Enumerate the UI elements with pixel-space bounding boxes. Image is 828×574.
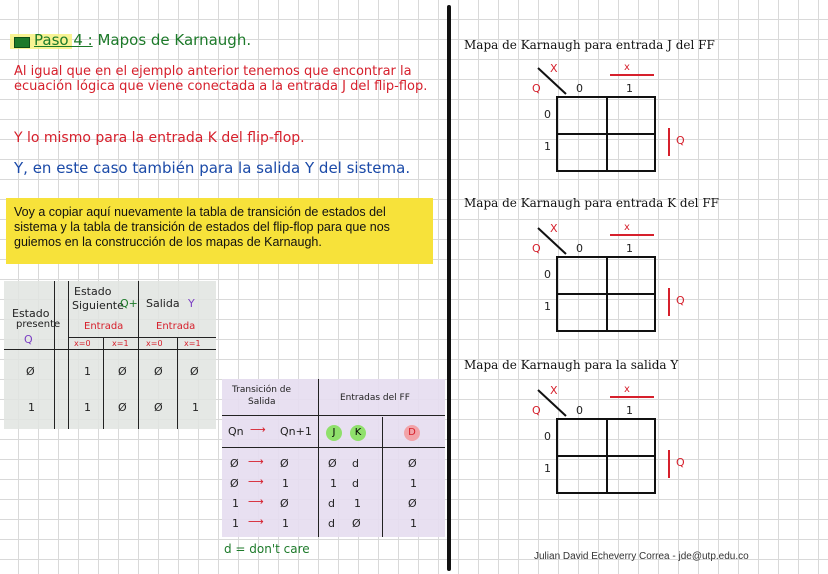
row1-j: 1 xyxy=(330,477,337,490)
table-divider xyxy=(177,337,178,429)
kmap-col0: 0 xyxy=(576,242,583,255)
row0-qn1: Ø xyxy=(280,457,289,470)
row1-y0: Ø xyxy=(154,401,163,414)
row1-n0: 1 xyxy=(84,401,91,414)
row1-qn: Ø xyxy=(230,477,239,490)
arrow-icon: ⟶ xyxy=(248,475,264,488)
table-divider xyxy=(318,379,319,537)
kmap-grid xyxy=(556,418,656,494)
kmap-col0: 0 xyxy=(576,82,583,95)
badge-k: K xyxy=(350,425,366,441)
kmap-row0: 0 xyxy=(544,268,551,281)
header-next-q: Q+ xyxy=(120,297,138,310)
kmap-col1: 1 xyxy=(626,82,633,95)
paragraph-j: Al igual que en el ejemplo anterior tenemos que encontrar la ecuación lógica que viene conectada a la entrada J del flip-flop. xyxy=(14,64,428,94)
header-next-entrada: Entrada xyxy=(84,321,124,332)
kmap-j xyxy=(532,60,692,170)
kmap-q-label: Q xyxy=(532,404,541,417)
kmap-x-label: X xyxy=(550,384,558,397)
kmap-title-y: Mapa de Karnaugh para la salida Y xyxy=(464,358,679,372)
bookmark-icon xyxy=(14,37,30,48)
table-divider xyxy=(222,415,445,416)
kmap-qbar-label: Q xyxy=(676,456,685,469)
table-divider xyxy=(382,417,383,537)
header-qn: Qn xyxy=(228,425,244,438)
row2-qn1: Ø xyxy=(280,497,289,510)
step-label: Paso 4 : xyxy=(34,31,93,49)
table-divider xyxy=(103,337,104,429)
header-present-2: presente xyxy=(16,319,61,330)
arrow-icon: ⟶ xyxy=(248,455,264,468)
row0-y0: Ø xyxy=(154,365,163,378)
kmap-xbar-line xyxy=(610,74,654,76)
row1-q: 1 xyxy=(28,401,35,414)
row2-k: 1 xyxy=(354,497,361,510)
row2-d: Ø xyxy=(408,497,417,510)
footer-credit: Julian David Echeverry Correa - jde@utp.edu.co xyxy=(534,551,749,562)
row0-y1: Ø xyxy=(190,365,199,378)
table-divider xyxy=(4,349,216,350)
table-divider xyxy=(68,337,216,338)
row1-y1: 1 xyxy=(192,401,199,414)
state-transition-table xyxy=(4,281,216,429)
row3-j: d xyxy=(328,517,335,530)
paragraph-y: Y, en este caso también para la salida Y del sistema. xyxy=(14,159,411,177)
header-qn1: Qn+1 xyxy=(280,425,312,438)
kmap-grid xyxy=(556,256,656,332)
arrow-icon: ⟶ xyxy=(248,495,264,508)
kmap-title-k: Mapa de Karnaugh para entrada K del FF xyxy=(464,196,719,210)
row0-q: Ø xyxy=(26,365,35,378)
row0-j: Ø xyxy=(328,457,337,470)
kmap-row1: 1 xyxy=(544,140,551,153)
kmap-xbar-label: x xyxy=(624,62,630,73)
header-transition: Transición de xyxy=(232,385,292,395)
kmap-qbar-label: Q xyxy=(676,294,685,307)
kmap-row1: 1 xyxy=(544,462,551,475)
header-ff-inputs: Entradas del FF xyxy=(340,393,410,403)
header-next: Estado xyxy=(74,285,112,298)
row1-k: d xyxy=(352,477,359,490)
header-present: Estado xyxy=(12,307,50,320)
header-output-x1: x=1 xyxy=(184,339,201,348)
header-next-x0: x=0 xyxy=(74,339,91,348)
kmap-qbar-label: Q xyxy=(676,134,685,147)
kmap-row1: 1 xyxy=(544,300,551,313)
row3-k: Ø xyxy=(352,517,361,530)
row2-j: d xyxy=(328,497,335,510)
kmap-row0: 0 xyxy=(544,108,551,121)
row0-n0: 1 xyxy=(84,365,91,378)
arrow-icon: ⟶ xyxy=(248,515,264,528)
kmap-xbar-label: x xyxy=(624,384,630,395)
kmap-y xyxy=(532,382,692,492)
row3-qn: 1 xyxy=(232,517,239,530)
kmap-xbar-line xyxy=(610,396,654,398)
table-divider xyxy=(68,281,69,429)
paragraph-k: Y lo mismo para la entrada K del flip-flop. xyxy=(14,130,305,146)
kmap-grid xyxy=(556,96,656,172)
kmap-row0: 0 xyxy=(544,430,551,443)
kmap-q-label: Q xyxy=(532,82,541,95)
table-divider xyxy=(138,281,139,429)
section-title: Mapos de Karnaugh. xyxy=(97,31,252,49)
header-transition-2: Salida xyxy=(248,397,276,407)
kmap-qbar-line xyxy=(668,128,670,156)
kmap-col1: 1 xyxy=(626,242,633,255)
yellow-note: Voy a copiar aquí nuevamente la tabla de transición de estados del sistema y la tabla de transición de estados del flip-flop para que nos guiemos en la construcción de los mapas de Karnaugh. xyxy=(6,198,433,264)
kmap-xbar-label: x xyxy=(624,222,630,233)
kmap-qbar-line xyxy=(668,450,670,478)
row1-n1: Ø xyxy=(118,401,127,414)
kmap-k xyxy=(532,220,692,330)
kmap-col0: 0 xyxy=(576,404,583,417)
row3-d: 1 xyxy=(410,517,417,530)
row0-k: d xyxy=(352,457,359,470)
header-output: Salida xyxy=(146,297,180,310)
row1-qn1: 1 xyxy=(282,477,289,490)
badge-j: J xyxy=(326,425,342,441)
kmap-xbar-line xyxy=(610,234,654,236)
header-output-entrada: Entrada xyxy=(156,321,196,332)
arrow-icon: ⟶ xyxy=(250,423,266,436)
step-title xyxy=(34,31,251,49)
header-next-2: Siguiente xyxy=(72,299,124,312)
kmap-q-label: Q xyxy=(532,242,541,255)
row3-qn1: 1 xyxy=(282,517,289,530)
header-output-x0: x=0 xyxy=(146,339,163,348)
badge-d: D xyxy=(404,425,420,441)
page-divider xyxy=(447,5,451,571)
kmap-x-label: X xyxy=(550,222,558,235)
table-divider xyxy=(54,281,55,429)
kmap-col1: 1 xyxy=(626,404,633,417)
kmap-qbar-line xyxy=(668,288,670,316)
header-present-q: Q xyxy=(24,333,33,346)
ff-transition-table xyxy=(222,379,445,537)
kmap-x-label: X xyxy=(550,62,558,75)
table-divider xyxy=(222,447,445,448)
row0-n1: Ø xyxy=(118,365,127,378)
dont-care-note: d = don't care xyxy=(224,542,310,556)
row1-d: 1 xyxy=(410,477,417,490)
row2-qn: 1 xyxy=(232,497,239,510)
row0-qn: Ø xyxy=(230,457,239,470)
row0-d: Ø xyxy=(408,457,417,470)
header-output-y: Y xyxy=(188,297,195,310)
kmap-title-j: Mapa de Karnaugh para entrada J del FF xyxy=(464,38,715,52)
header-next-x1: x=1 xyxy=(112,339,129,348)
